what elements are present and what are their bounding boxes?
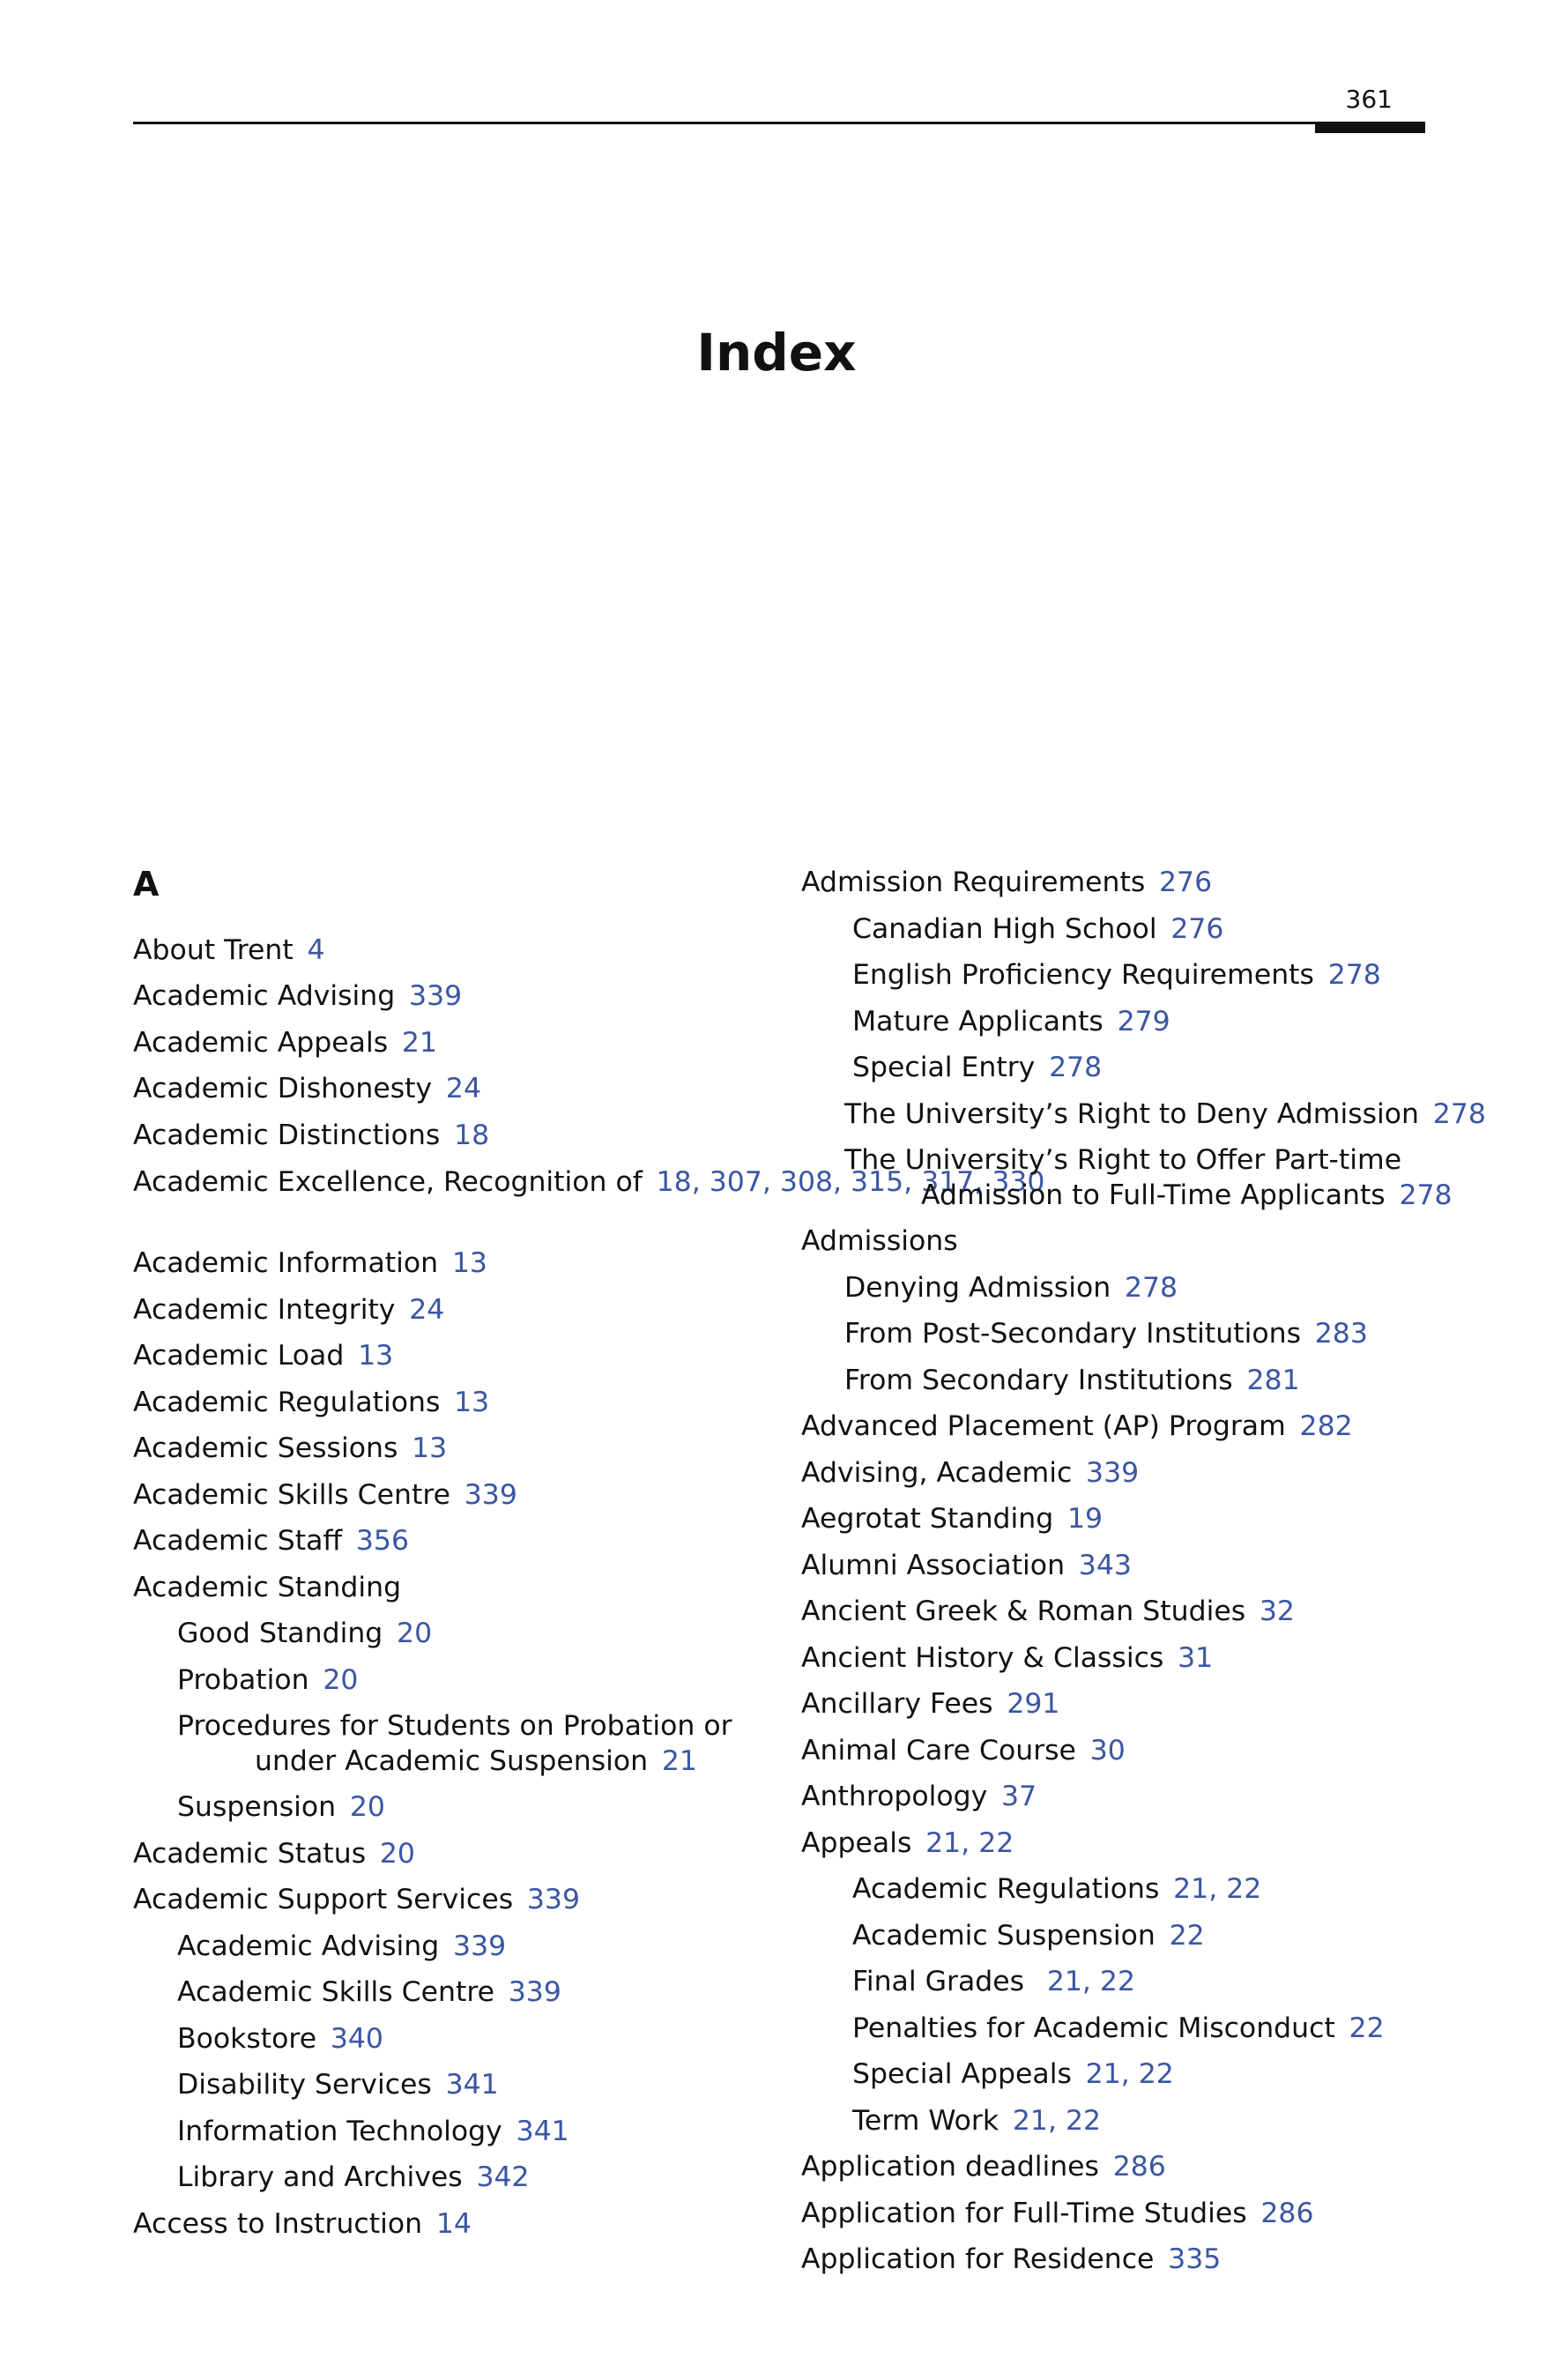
index-entry bbox=[177, 1789, 385, 1825]
index-term: Alumni Association bbox=[801, 1550, 1066, 1581]
page-reference: 20 bbox=[323, 1664, 359, 1696]
index-entry bbox=[852, 1964, 1135, 1999]
index-term: Information Technology bbox=[177, 2116, 502, 2147]
page-reference: 286 bbox=[1260, 2198, 1314, 2229]
index-term: Mature Applicants bbox=[852, 1006, 1103, 1038]
index-entry bbox=[133, 1882, 580, 1917]
page-reference: 278 bbox=[1327, 959, 1381, 991]
page-reference: 32 bbox=[1259, 1595, 1295, 1627]
index-term: Canadian High School bbox=[852, 913, 1157, 945]
index-entry bbox=[133, 2206, 472, 2242]
index-term: Admissions bbox=[801, 1225, 958, 1257]
index-term: Academic Skills Centre bbox=[177, 1976, 495, 2008]
header-rule bbox=[133, 122, 1425, 124]
index-entry bbox=[801, 1409, 1353, 1444]
index-term: Procedures for Students on Probation or bbox=[177, 1710, 732, 1742]
index-entry bbox=[177, 2021, 383, 2056]
index-term: Penalties for Academic Misconduct bbox=[852, 2012, 1335, 2044]
page-reference: 278 bbox=[1124, 1272, 1178, 1304]
index-entry bbox=[177, 1929, 506, 1964]
index-entry bbox=[801, 1826, 1014, 1861]
index-entry bbox=[133, 1118, 489, 1153]
page-reference: 278 bbox=[1399, 1179, 1453, 1211]
index-term: Application for Residence bbox=[801, 2243, 1155, 2275]
index-term: Ancient Greek & Roman Studies bbox=[801, 1595, 1246, 1627]
index-term: Admission Requirements bbox=[801, 866, 1146, 898]
page-reference: 286 bbox=[1112, 2151, 1166, 2183]
index-term: Special Appeals bbox=[852, 2058, 1072, 2090]
index-entry bbox=[133, 1025, 437, 1060]
index-term: Disability Services bbox=[177, 2069, 432, 2101]
page-reference: 21, 22 bbox=[1012, 2105, 1102, 2137]
index-term: Advising, Academic bbox=[801, 1457, 1073, 1489]
index-entry bbox=[133, 1338, 393, 1373]
index-term: Good Standing bbox=[177, 1618, 383, 1649]
index-term-continuation: Admission to Full-Time Applicants bbox=[921, 1179, 1386, 1211]
page-reference: 335 bbox=[1168, 2243, 1222, 2275]
page-reference: 21 bbox=[661, 1745, 697, 1777]
index-term: Academic Integrity bbox=[133, 1294, 396, 1326]
index-term: Academic Standing bbox=[133, 1572, 402, 1603]
page-reference: 291 bbox=[1007, 1688, 1060, 1720]
page-reference: 13 bbox=[454, 1387, 490, 1418]
page-reference: 339 bbox=[464, 1479, 517, 1511]
page-reference: 13 bbox=[451, 1247, 487, 1279]
page-reference: 281 bbox=[1246, 1365, 1300, 1396]
index-entry bbox=[177, 1662, 358, 1698]
index-entry bbox=[133, 933, 325, 968]
header-rule-tab bbox=[1315, 123, 1425, 133]
index-term: Bookstore bbox=[177, 2023, 317, 2055]
index-entry bbox=[852, 2056, 1174, 2092]
page-reference: 31 bbox=[1178, 1642, 1214, 1674]
index-entry-continuation bbox=[921, 1178, 1453, 1213]
page-reference: 37 bbox=[1001, 1781, 1037, 1812]
index-entry bbox=[801, 1733, 1126, 1768]
page-reference: 341 bbox=[445, 2069, 499, 2101]
index-term: Library and Archives bbox=[177, 2161, 463, 2193]
index-entry bbox=[177, 1975, 561, 2010]
index-term: From Post-Secondary Institutions bbox=[844, 1318, 1301, 1350]
page-reference: 30 bbox=[1089, 1735, 1126, 1766]
page-reference: 340 bbox=[330, 2023, 383, 2055]
index-term: Special Entry bbox=[852, 1052, 1036, 1083]
page-reference: 276 bbox=[1159, 866, 1213, 898]
index-term: Anthropology bbox=[801, 1781, 988, 1812]
page-reference: 18, 307, 308, 315, 317, 330 bbox=[656, 1166, 1045, 1198]
index-term: The University’s Right to Offer Part-time bbox=[844, 1144, 1402, 1176]
index-term: Academic Skills Centre bbox=[133, 1479, 451, 1511]
index-entry bbox=[801, 1686, 1059, 1722]
index-term: From Secondary Institutions bbox=[844, 1365, 1233, 1396]
page-reference: 22 bbox=[1169, 1920, 1205, 1952]
index-entry bbox=[133, 978, 462, 1014]
page-title: Index bbox=[696, 323, 857, 383]
index-entry bbox=[801, 2149, 1166, 2184]
page-reference: 21, 22 bbox=[1037, 1966, 1136, 1997]
index-term: Suspension bbox=[177, 1791, 337, 1823]
index-entry bbox=[133, 1523, 409, 1558]
page-reference: 19 bbox=[1067, 1503, 1103, 1535]
index-entry bbox=[801, 2196, 1314, 2231]
page-reference: 283 bbox=[1314, 1318, 1368, 1350]
page-reference: 339 bbox=[409, 980, 463, 1012]
page-reference: 356 bbox=[355, 1525, 409, 1557]
page-reference: 278 bbox=[1432, 1098, 1486, 1130]
index-entry bbox=[801, 1501, 1103, 1536]
index-term-continuation: under Academic Suspension bbox=[255, 1745, 649, 1777]
index-term: Academic Suspension bbox=[852, 1920, 1155, 1952]
page-reference: 276 bbox=[1170, 913, 1224, 945]
page-number: 361 bbox=[1345, 85, 1393, 114]
index-term: Academic Sessions bbox=[133, 1432, 398, 1464]
page-reference: 279 bbox=[1117, 1006, 1170, 1038]
index-term: Academic Support Services bbox=[133, 1884, 514, 1915]
index-entry bbox=[177, 2160, 530, 2195]
page-reference: 342 bbox=[476, 2161, 530, 2193]
index-entry bbox=[852, 1871, 1261, 1907]
page-reference: 21, 22 bbox=[1173, 1873, 1262, 1905]
page-reference: 13 bbox=[358, 1340, 394, 1372]
index-entry bbox=[844, 1142, 1401, 1178]
index-term: Academic Load bbox=[133, 1340, 345, 1372]
index-entry bbox=[177, 1708, 732, 1744]
index-entry bbox=[801, 865, 1212, 900]
page-reference: 18 bbox=[454, 1119, 490, 1151]
index-term: Academic Distinctions bbox=[133, 1119, 441, 1151]
index-entry bbox=[852, 1004, 1170, 1039]
index-entry bbox=[801, 1779, 1037, 1814]
index-entry bbox=[852, 1918, 1205, 1953]
index-term: Probation bbox=[177, 1664, 309, 1696]
index-entry bbox=[801, 1223, 958, 1259]
index-entry bbox=[801, 1548, 1132, 1583]
page-reference: 21, 22 bbox=[1085, 2058, 1174, 2090]
index-term: Academic Regulations bbox=[133, 1387, 441, 1418]
page-reference: 20 bbox=[349, 1791, 385, 1823]
page-reference: 21 bbox=[401, 1027, 437, 1059]
page-reference: 282 bbox=[1299, 1410, 1353, 1442]
page-reference: 278 bbox=[1049, 1052, 1103, 1083]
index-entry bbox=[177, 1616, 432, 1651]
page-reference: 339 bbox=[453, 1930, 507, 1962]
index-entry bbox=[133, 1071, 481, 1106]
page-reference: 339 bbox=[508, 1976, 561, 2008]
index-entry bbox=[801, 1455, 1139, 1491]
index-entry bbox=[133, 1836, 415, 1871]
section-letter: A bbox=[133, 865, 160, 904]
index-term: Advanced Placement (AP) Program bbox=[801, 1410, 1286, 1442]
page-reference: 14 bbox=[435, 2208, 472, 2240]
index-entry bbox=[844, 1316, 1368, 1351]
page-reference: 20 bbox=[397, 1618, 433, 1649]
page-reference: 343 bbox=[1078, 1550, 1132, 1581]
index-term: Academic Advising bbox=[177, 1930, 440, 1962]
index-entry bbox=[852, 2103, 1101, 2138]
index-term: Academic Advising bbox=[133, 980, 396, 1012]
index-entry bbox=[133, 1477, 517, 1513]
page-reference: 24 bbox=[409, 1294, 445, 1326]
index-term: Ancillary Fees bbox=[801, 1688, 993, 1720]
index-entry bbox=[133, 1292, 444, 1328]
index-entry bbox=[133, 1570, 401, 1605]
index-entry bbox=[852, 911, 1223, 947]
index-term: Academic Regulations bbox=[852, 1873, 1160, 1905]
index-term: English Proficiency Requirements bbox=[852, 959, 1314, 991]
index-term: Academic Excellence, Recognition of bbox=[133, 1166, 643, 1198]
index-term: Academic Staff bbox=[133, 1525, 343, 1557]
index-term: Appeals bbox=[801, 1827, 912, 1859]
page-reference: 21, 22 bbox=[925, 1827, 1014, 1859]
index-term: The University’s Right to Deny Admission bbox=[844, 1098, 1420, 1130]
index-entry bbox=[852, 1050, 1102, 1085]
index-term: Academic Appeals bbox=[133, 1027, 389, 1059]
page-reference: 341 bbox=[516, 2116, 569, 2147]
index-term: Academic Status bbox=[133, 1838, 367, 1870]
index-entry bbox=[177, 2067, 499, 2102]
index-term: Access to Instruction bbox=[133, 2208, 423, 2240]
index-entry bbox=[801, 1594, 1295, 1629]
index-term: Ancient History & Classics bbox=[801, 1642, 1164, 1674]
index-entry bbox=[844, 1270, 1178, 1305]
page-reference: 339 bbox=[1086, 1457, 1140, 1489]
index-term: Final Grades bbox=[852, 1966, 1025, 1997]
index-entry bbox=[801, 2242, 1221, 2277]
index-term: Application deadlines bbox=[801, 2151, 1099, 2183]
index-entry bbox=[133, 1246, 487, 1281]
index-term: Animal Care Course bbox=[801, 1735, 1076, 1766]
index-term: Denying Admission bbox=[844, 1272, 1111, 1304]
page-reference: 24 bbox=[445, 1073, 482, 1104]
index-term: Term Work bbox=[852, 2105, 999, 2137]
index-term: Academic Dishonesty bbox=[133, 1073, 433, 1104]
index-entry bbox=[133, 1385, 489, 1420]
index-entry bbox=[844, 1363, 1300, 1398]
page-reference: 22 bbox=[1349, 2012, 1385, 2044]
index-term: About Trent bbox=[133, 934, 294, 966]
index-entry bbox=[801, 1640, 1213, 1676]
page-reference: 20 bbox=[379, 1838, 415, 1870]
index-entry-continuation bbox=[255, 1744, 697, 1779]
index-entry bbox=[852, 957, 1381, 993]
page-reference: 339 bbox=[526, 1884, 581, 1915]
index-entry bbox=[133, 1431, 447, 1466]
index-entry bbox=[177, 2114, 569, 2149]
index-term: Application for Full-Time Studies bbox=[801, 2198, 1247, 2229]
index-term: Academic Information bbox=[133, 1247, 439, 1279]
page-reference: 4 bbox=[307, 934, 325, 966]
index-entry bbox=[844, 1097, 1486, 1132]
index-entry bbox=[852, 2011, 1385, 2046]
index-term: Aegrotat Standing bbox=[801, 1503, 1054, 1535]
page-reference: 13 bbox=[412, 1432, 448, 1464]
